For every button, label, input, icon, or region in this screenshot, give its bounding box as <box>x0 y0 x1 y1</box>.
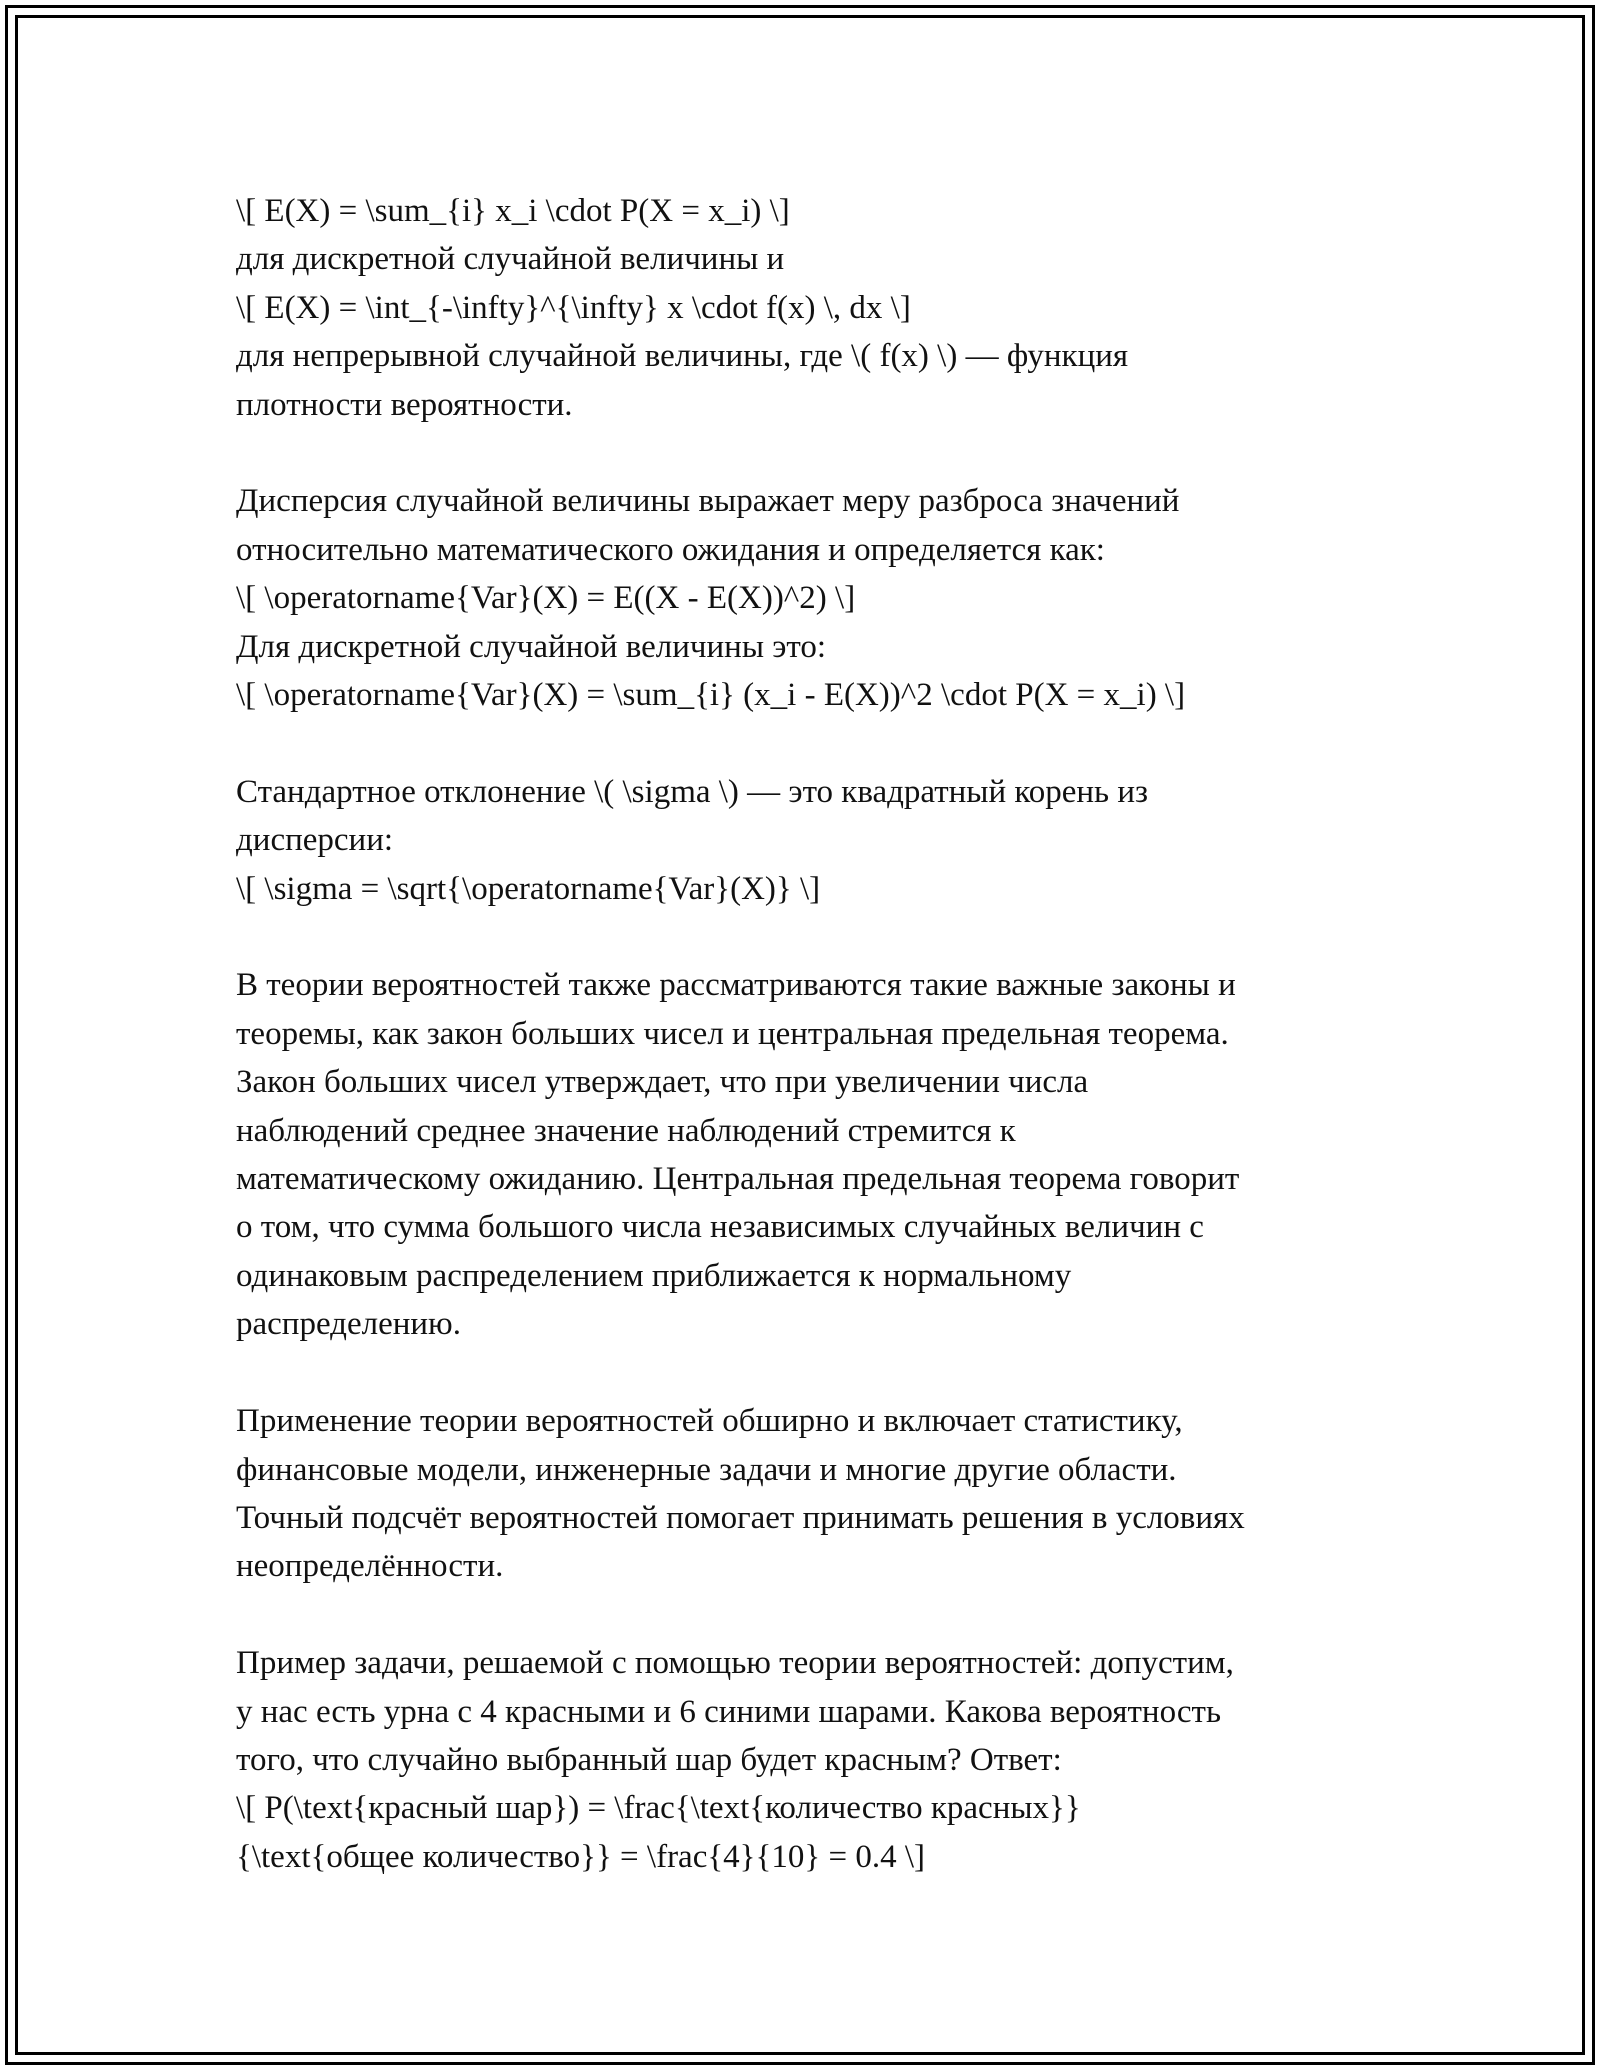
text-line: неопределённости. <box>236 1548 504 1585</box>
document-body <box>236 187 1416 1881</box>
text-line: Применение теории вероятностей обширно и включает статистику, <box>236 1403 1183 1440</box>
text-line: {\text{общее количество}} = \frac{4}{10} = 0.4 \] <box>236 1838 925 1875</box>
text-line: Пример задачи, решаемой с помощью теории вероятностей: допустим, <box>236 1645 1234 1682</box>
blank-line <box>236 1591 1416 1639</box>
text-line: \[ E(X) = \sum_{i} x_i \cdot P(X = x_i) \] <box>236 193 790 229</box>
text-line: распределению. <box>236 1306 461 1343</box>
text-line: Стандартное отклонение \( \sigma \) — это квадратный корень из <box>236 773 1149 810</box>
text-line: для дискретной случайной величины и <box>236 241 785 278</box>
text-line: у нас есть урна с 4 красными и 6 синими шарами. Какова вероятность <box>236 1693 1222 1730</box>
text-line: относительно математического ожидания и определяется как: <box>236 531 1105 568</box>
blank-line <box>236 429 1416 477</box>
text-line: плотности вероятности. <box>236 386 573 423</box>
text-line: Точный подсчёт вероятностей помогает принимать решения в условиях <box>236 1499 1245 1536</box>
text-line: Для дискретной случайной величины это: <box>236 628 827 665</box>
text-line: для непрерывной случайной величины, где \( f(x) \) — функция <box>236 338 1129 375</box>
text-line: математическому ожиданию. Центральная предельная теорема говорит <box>236 1161 1240 1198</box>
text-line: \[ \sigma = \sqrt{\operatorname{Var}(X)} \] <box>236 870 821 907</box>
text-line: теоремы, как закон больших чисел и центральная предельная теорема. <box>236 1015 1229 1052</box>
text-line: дисперсии: <box>236 822 394 859</box>
text-line: наблюдений среднее значение наблюдений стремится к <box>236 1112 1016 1149</box>
text-line: финансовые модели, инженерные задачи и многие другие области. <box>236 1451 1177 1488</box>
text-line: о том, что сумма большого числа независимых случайных величин с <box>236 1209 1204 1246</box>
text-line: В теории вероятностей также рассматриваются такие важные законы и <box>236 967 1236 1004</box>
text-line: \[ E(X) = \int_{-\infty}^{\infty} x \cdot f(x) \, dx \] <box>236 289 911 326</box>
blank-line <box>236 913 1416 961</box>
text-line: Закон больших чисел утверждает, что при увеличении числа <box>236 1064 1089 1101</box>
text-line: того, что случайно выбранный шар будет красным? Ответ: <box>236 1741 1062 1778</box>
blank-line <box>236 719 1416 767</box>
text-line: \[ \operatorname{Var}(X) = E((X - E(X))^2) \] <box>236 580 856 617</box>
blank-line <box>236 1349 1416 1397</box>
text-line: одинаковым распределением приближается к нормальному <box>236 1257 1072 1294</box>
text-line: \[ P(\text{красный шар}) = \frac{\text{количество красных}} <box>236 1790 1081 1827</box>
text-line: \[ \operatorname{Var}(X) = \sum_{i} (x_i - E(X))^2 \cdot P(X = x_i) \] <box>236 677 1186 714</box>
text-line: Дисперсия случайной величины выражает меру разброса значений <box>236 483 1180 520</box>
